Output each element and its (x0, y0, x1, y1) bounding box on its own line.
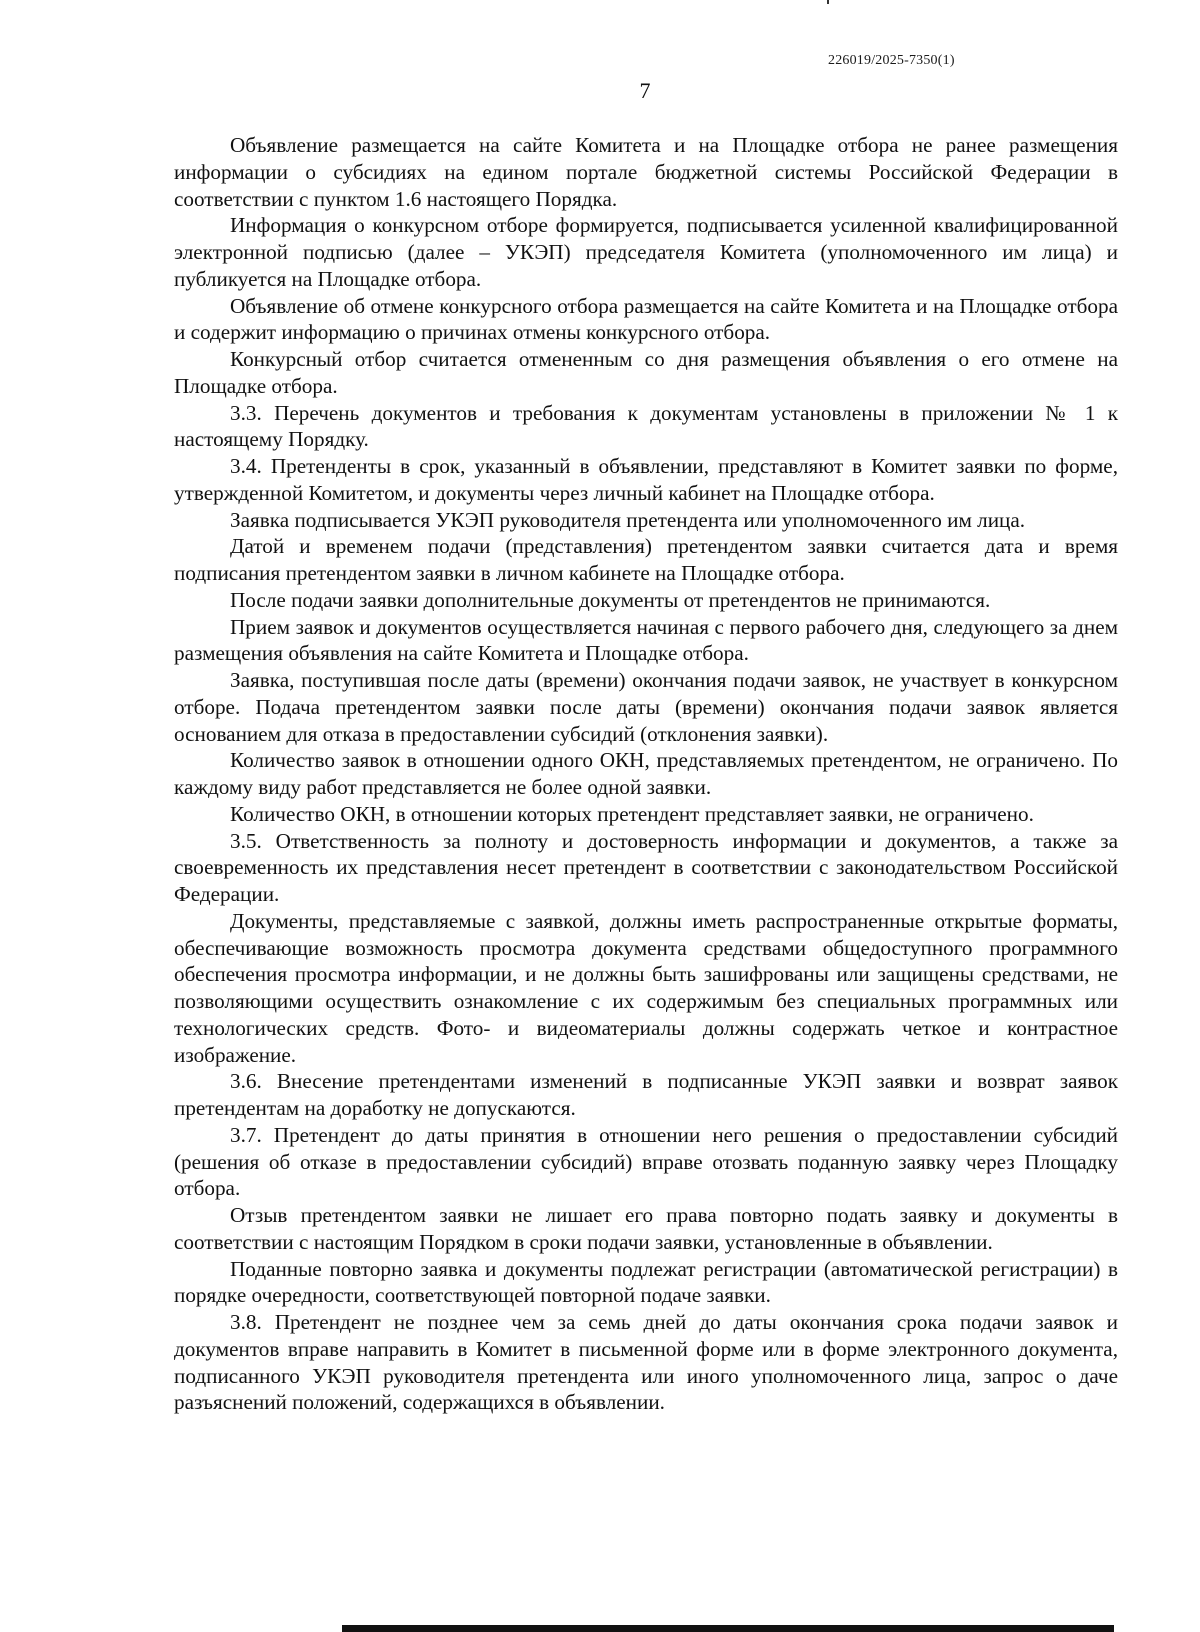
paragraph: 3.6. Внесение претендентами изменений в подписанные УКЭП заявки и возврат заявок претендентам на доработку не допускаются. (174, 1069, 1118, 1120)
paragraph: Объявление об отмене конкурсного отбора размещается на сайте Комитета и на Площадке отбора и содержит информацию о причинах отмены конкурсного отбора. (174, 293, 1118, 345)
paragraph: Объявление размещается на сайте Комитета и на Площадке отбора не ранее размещения информации о субсидиях на едином портале бюджетной системы Российской Федерации в соответствии с пунктом 1.6 настоящего Порядка. (174, 133, 1118, 211)
paragraph: Поданные повторно заявка и документы подлежат регистрации (автоматической регистрации) в порядке очередности, соответствующей повторной подаче заявки. (174, 1256, 1118, 1308)
paragraph: Конкурсный отбор считается отмененным со дня размещения объявления о его отмене на Площадке отбора. (174, 347, 1118, 398)
paragraph: 3.7. Претендент до даты принятия в отношении него решения о предоставлении субсидий (решения об отказе в предоставлении субсидий) вправе отозвать поданную заявку через Площадку отбора. (174, 1122, 1118, 1201)
paragraph: 3.3. Перечень документов и требования к документам установлены в приложении № 1 к настоящему Порядку. (174, 400, 1118, 452)
paragraph: Заявка подписывается УКЭП руководителя претендента или уполномоченного им лица. (230, 507, 1026, 532)
scan-edge-mark (827, 0, 829, 4)
paragraph: 3.8. Претендент не позднее чем за семь дней до даты окончания срока подачи заявок и документов вправе направить в Комитет в письменной форме или в форме электронного документа, подписанного УКЭП руководителя претендента или иного уполномоченного лица, запрос о даче разъяснений положений, содержащихся в объявлении. (174, 1310, 1118, 1415)
paragraph: Датой и временем подачи (представления) претендентом заявки считается дата и время подписания претендентом заявки в личном кабинете на Площадке отбора. (174, 534, 1118, 585)
paragraph: Количество заявок в отношении одного ОКН, представляемых претендентом, не ограничено. По каждому виду работ представляется не более одной заявки. (174, 748, 1118, 799)
paragraph: Информация о конкурсном отборе формируется, подписывается усиленной квалифицированной электронной подписью (далее – УКЭП) председателя Комитета (уполномоченного им лица) и публикуется на Площадке отбора. (174, 213, 1118, 291)
paragraph: После подачи заявки дополнительные документы от претендентов не принимаются. (230, 587, 991, 612)
document-body (174, 132, 1118, 1416)
paragraph: Заявка, поступившая после даты (времени) окончания подачи заявок, не участвует в конкурсном отборе. Подача претендентом заявки после даты (времени) окончания подачи заявок является основанием для отказа в предоставлении субсидий (отклонения заявки). (174, 668, 1118, 746)
page-number: 7 (639, 78, 651, 103)
document-registration-number: 226019/2025-7350(1) (828, 53, 955, 68)
paragraph: Прием заявок и документов осуществляется начиная с первого рабочего дня, следующего за днем размещения объявления на сайте Комитета и Площадке отбора. (174, 614, 1118, 666)
paragraph: 3.4. Претенденты в срок, указанный в объявлении, представляют в Комитет заявки по форме, утвержденной Комитетом, и документы через личный кабинет на Площадке отбора. (174, 454, 1118, 505)
paragraph: 3.5. Ответственность за полноту и достоверность информации и документов, а также за своевременность их представления несет претендент в соответствии с законодательством Российской Федерации. (174, 828, 1118, 906)
paragraph: Отзыв претендентом заявки не лишает его права повторно подать заявку и документы в соответствии с настоящим Порядком в сроки подачи заявки, установленные в объявлении. (174, 1203, 1118, 1254)
paragraph: Документы, представляемые с заявкой, должны иметь распространенные открытые форматы, обеспечивающие возможность просмотра документа средствами общедоступного программного обеспечения просмотра информации, и не должны быть зашифрованы или защищены средствами, не позволяющими осуществить ознакомление с их содержимым без специальных программных или технологических средств. Фото- и видеоматериалы должны содержать четкое и контрастное изображение. (174, 908, 1118, 1067)
paragraph: Количество ОКН, в отношении которых претендент представляет заявки, не ограничено. (230, 801, 1034, 826)
scan-bottom-edge (342, 1625, 1114, 1632)
